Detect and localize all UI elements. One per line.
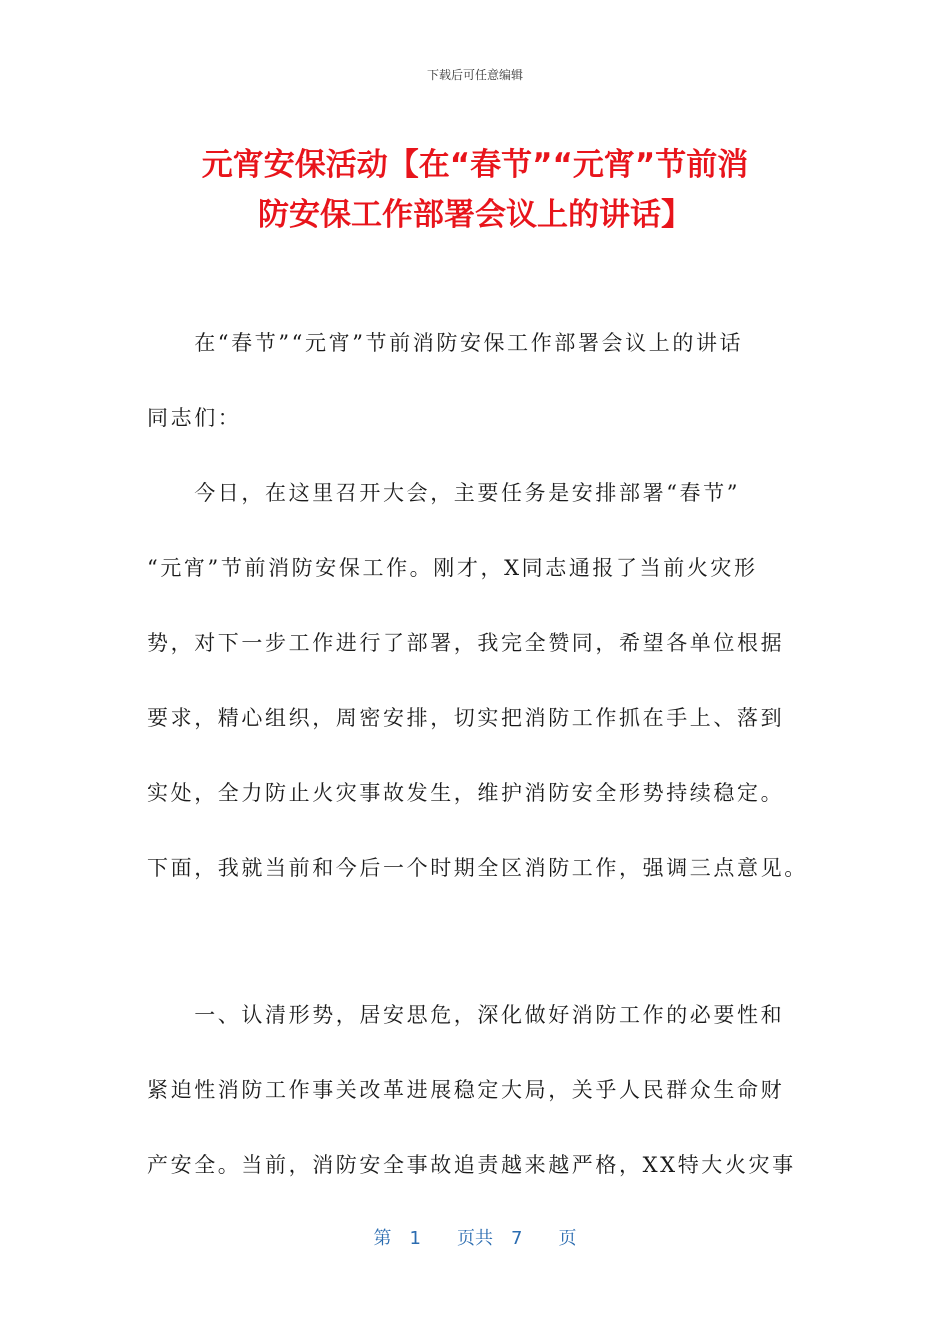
text-line: “元宵”节前消防安保工作。刚才，X同志通报了当前火灾形 bbox=[147, 556, 758, 580]
text-line: 在“春节”“元宵”节前消防安保工作部署会议上的讲话 bbox=[147, 331, 744, 355]
text-line: 下面，我就当前和今后一个时期全区消防工作，强调三点意见。 bbox=[147, 856, 808, 880]
title-line-1: 元宵安保活动【在“春节”“元宵”节前消 bbox=[201, 147, 749, 183]
text-line: 同志们： bbox=[147, 406, 242, 430]
text-line: 要求，精心组织，周密安排，切实把消防工作抓在手上、落到 bbox=[147, 706, 785, 730]
text-line: 实处，全力防止火灾事故发生，维护消防安全形势持续稳定。 bbox=[147, 781, 785, 805]
body-block-intro bbox=[147, 306, 807, 906]
text-line: 紧迫性消防工作事关改革进展稳定大局，关乎人民群众生命财 bbox=[147, 1078, 785, 1102]
text-line: 今日，在这里召开大会，主要任务是安排部署“春节” bbox=[147, 481, 741, 505]
text-line: 势，对下一步工作进行了部署，我完全赞同，希望各单位根据 bbox=[147, 631, 785, 655]
title-line-2: 防安保工作部署会议上的讲话】 bbox=[258, 197, 692, 233]
text-line: 产安全。当前，消防安全事故追责越来越严格，XX特大火灾事 bbox=[147, 1153, 796, 1177]
text-line: 一、认清形势，居安思危，深化做好消防工作的必要性和 bbox=[147, 1003, 785, 1027]
document-title bbox=[145, 140, 805, 240]
body-block-section-1 bbox=[147, 978, 807, 1203]
header-note: 下载后可任意编辑 bbox=[426, 68, 523, 82]
page-number-footer: 第 1 页共 7 页 bbox=[373, 1228, 577, 1249]
